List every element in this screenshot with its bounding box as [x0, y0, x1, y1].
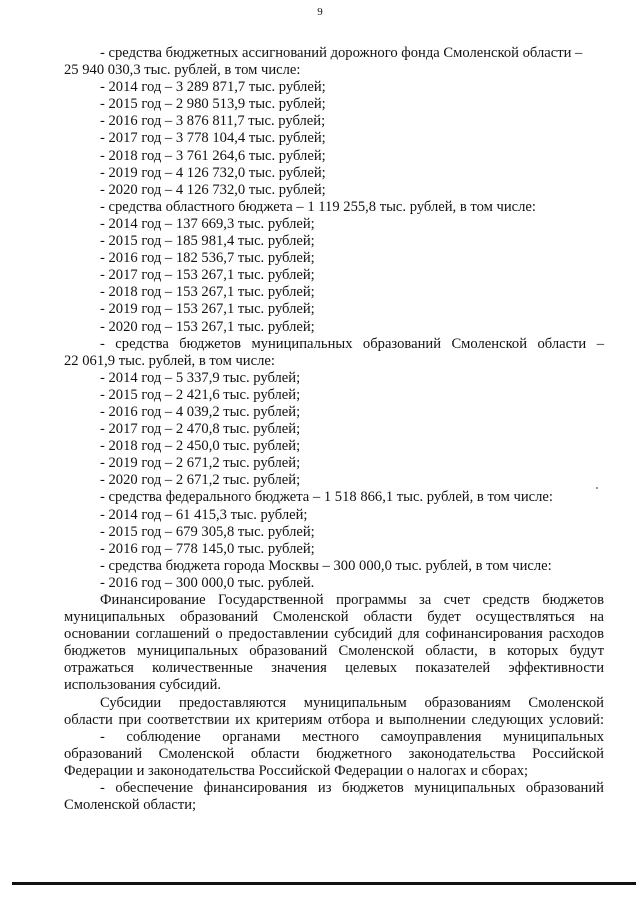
text-line: образований Смоленской области бюджетного законодательства Российской: [64, 745, 604, 762]
text-line: Смоленской области;: [64, 797, 197, 814]
text-line: - 2016 год – 300 000,0 тыс. рублей.: [100, 574, 315, 591]
text-line: - 2016 год – 3 876 811,7 тыс. рублей;: [100, 113, 326, 130]
text-line: - 2015 год – 185 981,4 тыс. рублей;: [100, 233, 315, 250]
text-line: - 2019 год – 153 267,1 тыс. рублей;: [100, 301, 315, 318]
text-line: - 2014 год – 61 415,3 тыс. рублей;: [100, 506, 308, 523]
text-line: Финансирование Государственной программы за счет средств бюджетов: [100, 592, 604, 608]
page-number: 9: [317, 6, 323, 18]
document-body: [64, 45, 604, 814]
bottom-rule: [12, 882, 636, 885]
text-line: - 2020 год – 2 671,2 тыс. рублей;: [100, 472, 301, 489]
text-line: - 2015 год – 2 980 513,9 тыс. рублей;: [100, 96, 326, 113]
text-line: - средства федерального бюджета – 1 518 866,1 тыс. рублей, в том числе:: [100, 489, 553, 506]
text-line: отражаться количественные значения целевых показателей эффективности: [64, 660, 604, 677]
text-line: 22 061,9 тыс. рублей, в том числе:: [64, 352, 275, 369]
text-line: Федерации и законодательства Российской Федерации о налогах и сборах;: [64, 762, 529, 779]
text-line: - 2016 год – 778 145,0 тыс. рублей;: [100, 540, 315, 557]
text-line: бюджетов муниципальных образований Смоленской области, в которых будут: [64, 643, 604, 660]
text-line: - 2014 год – 137 669,3 тыс. рублей;: [100, 215, 315, 232]
text-line: - обеспечение финансирования из бюджетов муниципальных образований: [100, 780, 604, 797]
text-line: - средства бюджетных ассигнований дорожного фонда Смоленской области –: [100, 45, 583, 61]
scan-speck: [596, 487, 598, 489]
text-line: - 2019 год – 4 126 732,0 тыс. рублей;: [100, 164, 326, 181]
text-line: - 2018 год – 153 267,1 тыс. рублей;: [100, 284, 315, 301]
text-line: - 2017 год – 3 778 104,4 тыс. рублей;: [100, 130, 326, 147]
text-line: - 2018 год – 2 450,0 тыс. рублей;: [100, 438, 301, 455]
text-line: области при соответствии их критериям отбора и выполнении следующих условий:: [64, 711, 604, 728]
text-line: - 2014 год – 3 289 871,7 тыс. рублей;: [100, 79, 326, 96]
text-line: - 2019 год – 2 671,2 тыс. рублей;: [100, 455, 301, 472]
text-line: - средства областного бюджета – 1 119 255,8 тыс. рублей, в том числе:: [100, 198, 536, 215]
text-line: Субсидии предоставляются муниципальным образованиям Смоленской: [100, 694, 604, 711]
text-line: - 2015 год – 679 305,8 тыс. рублей;: [100, 523, 315, 540]
text-line: - 2014 год – 5 337,9 тыс. рублей;: [100, 369, 301, 386]
text-line: - 2015 год – 2 421,6 тыс. рублей;: [100, 386, 301, 403]
text-line: основании соглашений о предоставлении субсидий для софинансирования расходов: [64, 626, 604, 643]
text-line: - средства бюджетов муниципальных образований Смоленской области –: [100, 335, 604, 352]
text-line: - соблюдение органами местного самоуправления муниципальных: [100, 728, 604, 745]
text-line: - 2018 год – 3 761 264,6 тыс. рублей;: [100, 147, 326, 164]
text-line: - средства бюджета города Москвы – 300 000,0 тыс. рублей, в том числе:: [100, 557, 552, 574]
text-line: - 2016 год – 4 039,2 тыс. рублей;: [100, 403, 301, 420]
text-line: муниципальных образований Смоленской области будет осуществляться на: [64, 609, 604, 626]
text-line: - 2017 год – 153 267,1 тыс. рублей;: [100, 267, 315, 284]
text-line: 25 940 030,3 тыс. рублей, в том числе:: [64, 62, 301, 79]
text-line: использования субсидий.: [64, 677, 222, 694]
text-line: - 2020 год – 4 126 732,0 тыс. рублей;: [100, 181, 326, 198]
text-line: - 2020 год – 153 267,1 тыс. рублей;: [100, 318, 315, 335]
text-line: - 2017 год – 2 470,8 тыс. рублей;: [100, 421, 301, 438]
text-line: - 2016 год – 182 536,7 тыс. рублей;: [100, 250, 315, 267]
